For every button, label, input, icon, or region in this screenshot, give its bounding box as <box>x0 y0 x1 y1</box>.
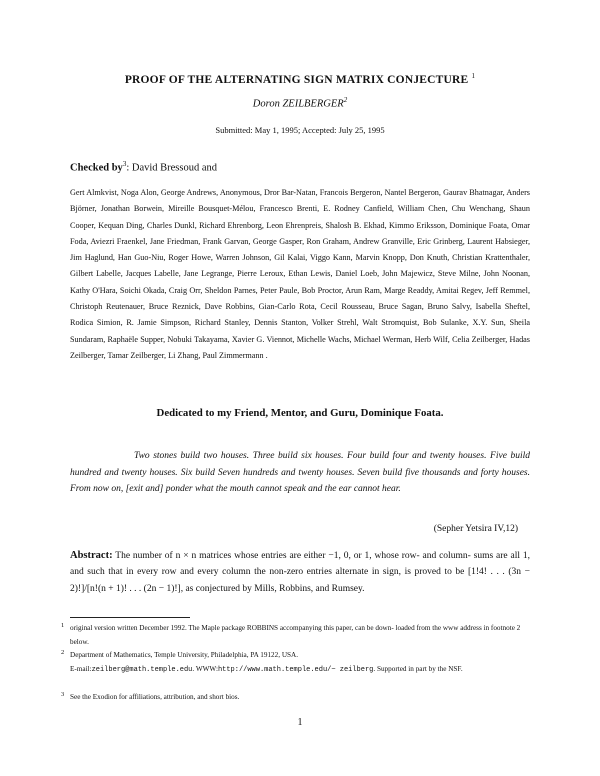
email-address[interactable]: zeilberg@math.temple.edu <box>91 666 193 674</box>
dedication: Dedicated to my Friend, Mentor, and Guru, Dominique Foata. <box>156 407 444 419</box>
footnote-3-mark: 3 <box>61 691 65 698</box>
abstract-label: Abstract: <box>70 550 113 561</box>
footnote-1-mark: 1 <box>61 622 65 629</box>
footnote-2: 2 Department of Mathematics, Temple University, Philadelphia, PA 19122, USA. E-mail:zeilberg@math.temple.edu. WWW:http://www.math.temple.edu/~ zeilberg. Supported in part by the NSF. <box>70 648 530 677</box>
abstract <box>70 548 530 597</box>
footnote-2-mark: 2 <box>61 649 65 656</box>
epigraph-quote: Two stones build two houses. Three build six houses. Four build four and twenty houses. Five build hundred and twenty houses. Six build Seven hundreds and twenty houses. Seven build five thousands and forty houses. From now on, [exit and] ponder what the mouth cannot speak and the ear cannot hear. <box>70 451 530 494</box>
author: Doron ZEILBERGER$^2$ <box>252 96 348 110</box>
title-footnote-mark: 1 <box>471 72 476 80</box>
page-number: 1 <box>297 717 303 728</box>
checked-by-first: : David Bressoud and <box>126 162 218 174</box>
abstract-text: The number of n × n matrices whose entries are either −1, 0, or 1, whose row- and column- sums are all 1, and such that in every row and every column the non-zero entries alternate in sign, is proved to be [1!4! . . . (3n − 2)!]/[n!(n + 1)! . . . (2n − 1)!], as conjectured by Mills, Robbins, and Rumsey. <box>70 551 530 594</box>
checked-by-label: Checked by <box>70 162 123 174</box>
epigraph-source: (Sepher Yetsira IV,12) <box>433 524 518 534</box>
checked-footnote-mark: 3 <box>122 160 127 168</box>
author-footnote-mark: 2 <box>343 96 348 104</box>
submission-dates: Submitted: May 1, 1995; Accepted: July 25, 1995 <box>215 125 385 135</box>
checkers-list: Gert Almkvist, Noga Alon, George Andrews, Anonymous, Dror Bar-Natan, Francois Bergeron, Nantel Bergeron, Gaurav Bhatnagar, Anders Björner, Jonathan Borwein, Mireille Bousquet-Mélou, Francesco Brenti, E. Rodney Canfield, William Chen, Chu Wenchang, Shaun Cooper, Kequan Ding, Charles Dunkl, Richard Ehrenborg, Leon Ehrenpreis, Shalosh B. Ekhad, Kimmo Eriksson, Dominique Foata, Omar Foda, Aviezri Fraenkel, Jane Friedman, Frank Garvan, George Gasper, Ron Graham, Andrew Granville, Eric Grinberg, Laurent Habsieger, Jim Haglund, Han Guo-Niu, Roger Howe, Warren Johnson, Gil Kalai, Viggo Kann, Marvin Knopp, Don Knuth, Christian Krattenthaler, Gilbert Labelle, Jacques Labelle, Jane Legrange, Pierre Leroux, Ethan Lewis, Daniel Loeb, John Majewicz, Steve Milne, John Noonan, Kathy O'Hara, Soichi Okada, Craig Orr, Sheldon Parnes, Peter Paule, Bob Proctor, Arun Ram, Marge Readdy, Amitai Regev, Jeff Remmel, Christoph Reutenauer, Bruce Reznick, Dave Robbins, Gian-Carlo Rota, Cecil Rousseau, Bruce Sagan, Bruno Salvy, Isabella Sheftel, Rodica Simion, R. Jamie Simpson, Richard Stanley, Dennis Stanton, Volker Strehl, Walt Stromquist, Bob Sulanke, X.Y. Sun, Sheila Sundaram, Raphaële Supper, Nobuki Takayama, Xavier G. Viennot, Michelle Wachs, Michael Werman, Herb Wilf, Celia Zeilberger, Hadas Zeilberger, Tamar Zeilberger, Li Zhang, Paul Zimmermann . <box>70 188 530 360</box>
checked-by <box>70 160 217 174</box>
footnote-3: 3 See the Exodion for affiliations, attribution, and short bios. <box>70 690 530 704</box>
paper-title: PROOF OF THE ALTERNATING SIGN MATRIX CONJECTURE $^1$ <box>124 72 476 86</box>
footnote-rule <box>70 617 190 618</box>
www-link[interactable]: http://www.math.temple.edu/~ zeilberg <box>217 666 374 674</box>
footnote-1: 1 original version written December 1992. The Maple package ROBBINS accompanying this paper, can be down- loaded from the www address in footnote 2 below. <box>70 621 530 649</box>
